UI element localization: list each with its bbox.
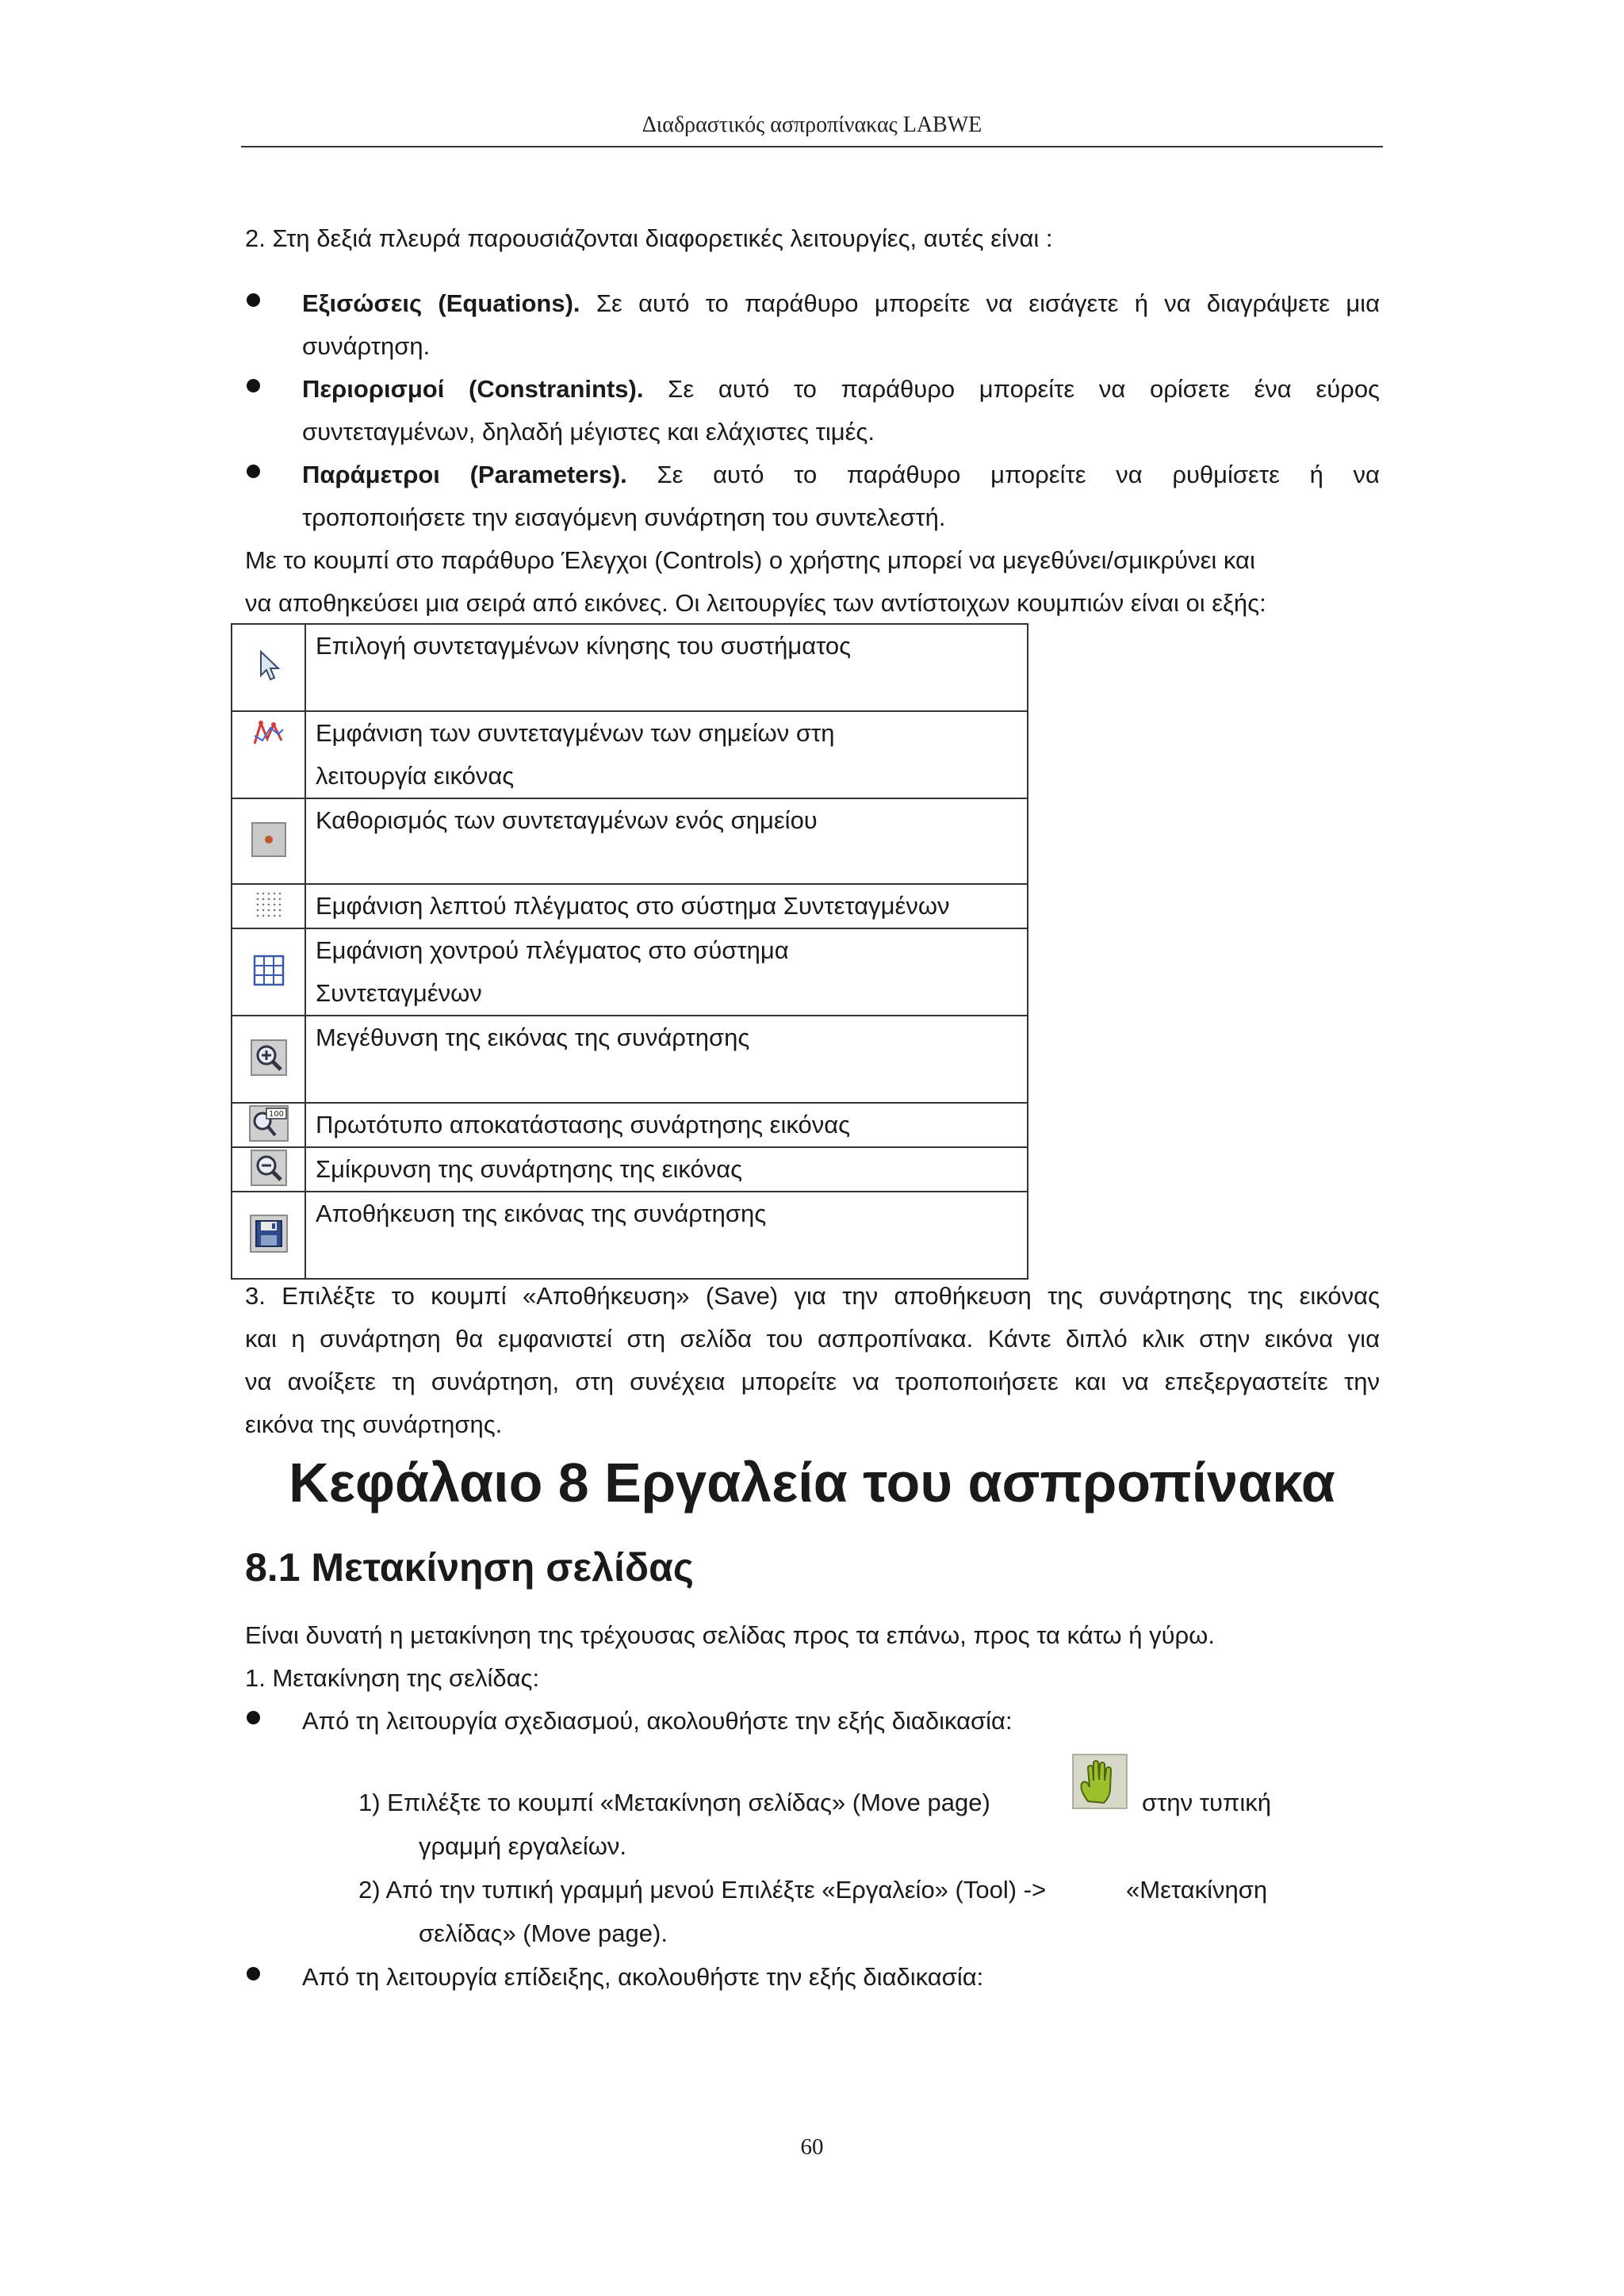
zoom-100-icon: [249, 1105, 289, 1146]
table-row: [232, 1147, 1028, 1192]
bullet-dot: [247, 1967, 260, 1980]
move-page-hand-icon: [1072, 1754, 1128, 1809]
demo-mode-bullet: Από τη λειτουργία επίδειξης, ακολουθήστε την εξής διαδικασία:: [302, 1963, 984, 1991]
table-row: [232, 1192, 1028, 1279]
table-row: [232, 1103, 1028, 1147]
icon-cell: [232, 1103, 305, 1147]
step3-line1: 3. Επιλέξτε το κουμπί «Αποθήκευση» (Save) για την αποθήκευση της συνάρτησης της εικόνας: [245, 1282, 1380, 1310]
step2-line1: 2) Από την τυπική γραμμή μενού Επιλέξτε «Εργαλείο» (Tool) ->: [358, 1876, 1047, 1904]
point-icon: [251, 821, 287, 862]
icon-cell: [232, 1192, 305, 1279]
bullet-dot: [247, 465, 260, 478]
feature-constraints-line1: Περιορισμοί (Constranints). Σε αυτό το παράθυρο μπορείτε να ορίσετε ένα εύρος: [302, 375, 1380, 403]
table-row: [232, 624, 1028, 711]
feature-equations-line1: Εξισώσεις (Equations). Σε αυτό το παράθυρο μπορείτε να εισάγετε ή να διαγράψετε μια: [302, 289, 1380, 317]
table-row: [232, 798, 1028, 884]
save-icon: [250, 1215, 288, 1257]
fine-grid-icon: [253, 889, 285, 924]
cursor-icon: [255, 649, 283, 687]
tool-description: Αποθήκευση της εικόνας της συνάρτησης: [305, 1192, 1028, 1279]
feature-equations-line2: συνάρτηση.: [302, 332, 431, 360]
icon-cell: [232, 711, 305, 798]
zoom-in-icon: [251, 1039, 287, 1080]
bullet-dot: [247, 379, 260, 392]
step3-line4: εικόνα της συνάρτησης.: [245, 1410, 503, 1438]
tool-description: Εμφάνιση χοντρού πλέγματος στο σύστημα Συντεταγμένων: [305, 928, 1028, 1016]
chapter-heading: Κεφάλαιο 8 Εργαλεία του ασπροπίνακα: [289, 1452, 1335, 1513]
step3-line2: και η συνάρτηση θα εμφανιστεί στη σελίδα του ασπροπίνακα. Κάντε διπλό κλικ στην εικόνα για: [245, 1325, 1380, 1353]
svg-text:100: 100: [268, 1109, 284, 1119]
tool-description: Πρωτότυπο αποκατάστασης συνάρτησης εικόνας: [305, 1103, 1028, 1147]
feature-parameters-line2: τροποποιήσετε την εισαγόμενη συνάρτηση του συντελεστή.: [302, 503, 946, 531]
move-step-heading: 1. Μετακίνηση της σελίδας:: [245, 1664, 540, 1692]
icon-cell: [232, 884, 305, 928]
move-paragraph: Είναι δυνατή η μετακίνηση της τρέχουσας σελίδας προς τα επάνω, προς τα κάτω ή γύρω.: [245, 1621, 1216, 1649]
step1-line2: γραμμή εργαλείων.: [419, 1832, 627, 1860]
table-row: [232, 928, 1028, 1016]
bullet-dot: [247, 293, 260, 307]
table-row: [232, 711, 1028, 798]
tool-description: Μεγέθυνση της εικόνας της συνάρτησης: [305, 1016, 1028, 1103]
feature-parameters-line1: Παράμετροι (Parameters). Σε αυτό το παράθυρο μπορείτε να ρυθμίσετε ή να: [302, 461, 1380, 488]
step1-line1: 1) Επιλέξτε το κουμπί «Μετακίνηση σελίδας» (Move page): [358, 1789, 990, 1816]
running-header: Διαδραστικός ασπροπίνακας LABWE: [642, 113, 982, 137]
table-row: [232, 884, 1028, 928]
step1-line1-tail: στην τυπική: [1142, 1789, 1271, 1816]
icon-cell: [232, 1016, 305, 1103]
controls-line1: Με το κουμπί στο παράθυρο Έλεγχοι (Controls) ο χρήστης μπορεί να μεγεθύνει/σμικρύνει και: [245, 546, 1255, 574]
step2-line1-tail: «Μετακίνηση: [1126, 1876, 1268, 1904]
graph-points-icon: [251, 717, 286, 752]
controls-table: [231, 623, 1028, 1280]
tool-description: Σμίκρυνση της συνάρτησης της εικόνας: [305, 1147, 1028, 1192]
icon-cell: [232, 798, 305, 884]
feature-constraints-line2: συντεταγμένων, δηλαδή μέγιστες και ελάχιστες τιμές.: [302, 418, 875, 446]
zoom-out-icon: [251, 1150, 287, 1190]
step3-line3: να ανοίξετε τη συνάρτηση, στη συνέχεια μπορείτε να τροποποιήσετε και να επεξεργαστείτε την: [245, 1368, 1380, 1395]
icon-cell: [232, 1147, 305, 1192]
tool-description: Εμφάνιση λεπτού πλέγματος στο σύστημα Συντεταγμένων: [305, 884, 1028, 928]
section-heading: 8.1 Μετακίνηση σελίδας: [245, 1545, 694, 1590]
table-row: [232, 1016, 1028, 1103]
coarse-grid-icon: [252, 954, 285, 991]
intro-line: 2. Στη δεξιά πλευρά παρουσιάζονται διαφορετικές λειτουργίες, αυτές είναι :: [245, 224, 1053, 252]
step2-line2: σελίδας» (Move page).: [419, 1919, 668, 1947]
tool-description: Επιλογή συντεταγμένων κίνησης του συστήματος: [305, 624, 1028, 711]
tool-description: Εμφάνιση των συντεταγμένων των σημείων στη λειτουργία εικόνας: [305, 711, 1028, 798]
icon-cell: [232, 624, 305, 711]
icon-cell: [232, 928, 305, 1016]
page-number: 60: [800, 2134, 824, 2160]
bullet-dot: [247, 1711, 260, 1724]
controls-line2: να αποθηκεύσει μια σειρά από εικόνες. Οι λειτουργίες των αντίστοιχων κουμπιών είναι οι εξής:: [245, 589, 1266, 617]
design-mode-bullet: Από τη λειτουργία σχεδιασμού, ακολουθήστε την εξής διαδικασία:: [302, 1707, 1013, 1735]
header-rule: [241, 146, 1383, 147]
tool-description: Καθορισμός των συντεταγμένων ενός σημείου: [305, 798, 1028, 884]
